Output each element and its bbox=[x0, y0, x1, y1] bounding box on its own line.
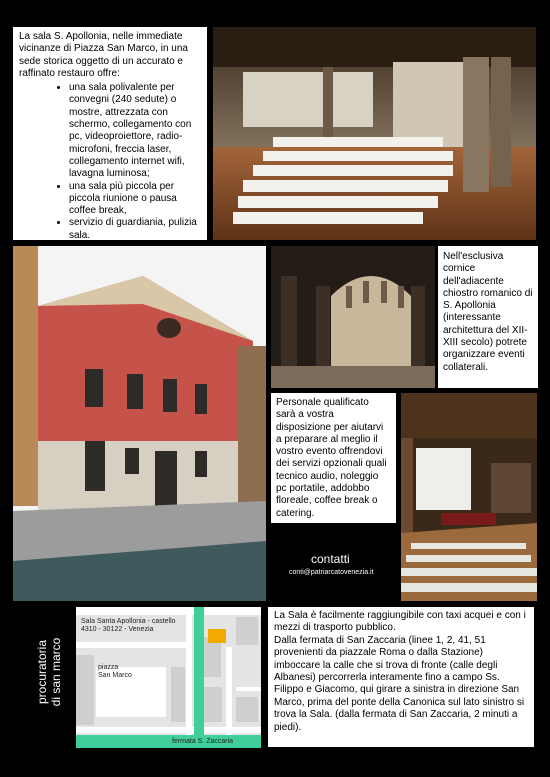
services-list bbox=[19, 82, 201, 242]
cloister-text-box: Nell'esclusiva cornice dell'adiacente chiostro romanico di S. Apollonia (interessante architettura del XII-XIII secolo) potrete organizzare eventi collaterali. bbox=[438, 246, 538, 388]
map-stop-label: fermata S. Zaccaria bbox=[172, 738, 234, 745]
intro-paragraph: La sala S. Apollonia, nelle immediate vicinanze di Piazza San Marco, in una sede storica oggetto di un accurato e raffinato restauro offre: bbox=[19, 31, 188, 79]
contact-heading: contatti bbox=[311, 552, 350, 566]
directions-paragraph: Dalla fermata di San Zaccaria (linee 1, 2, 41, 51 provenienti da piazzale Roma o dalla Stazione) imboccare la calle che si trova di fronte (calle degli Albanesi) percorrerla interamente fino a campo Ss. Filippo e Giacomo, qui girare a sinistra in direzione San Marco, prima del ponte della Canonica sul lato sinistro si trova la Sala. (dalla fermata di San Zaccaria, 2 minuti a piedi). bbox=[274, 634, 525, 733]
building-exterior-photo bbox=[13, 246, 266, 601]
directions-paragraph: La Sala è facilmente raggiungibile con taxi acquei e con i mezzi di trasporto pubblico. bbox=[274, 610, 526, 634]
cloister-photo bbox=[271, 246, 435, 388]
services-text-box: Personale qualificato sarà a vostra disposizione per aiutarvi a preparare al meglio il vostro evento offrendovi dei servizi opzionali quali tecnico audio, noleggio pc portatile, addobbo floreale, coffee break o catering. bbox=[271, 393, 396, 523]
map-piazza-label: piazza San Marco bbox=[98, 664, 132, 679]
side-label-line: procuratoria bbox=[35, 639, 49, 705]
contact-email[interactable]: conti@patriarcatovenezia.it bbox=[289, 569, 374, 576]
map-address-label: Sala Santa Apollonia - castello 4310 - 30122 - Venezia bbox=[81, 618, 176, 633]
service-item: • una sala più piccola per piccola riunione o pausa coffee break, bbox=[69, 181, 201, 218]
intro-text-box bbox=[13, 27, 207, 240]
service-item: • una sala polivalente per convegni (240 sedute) o mostre, attrezzata con schermo, collegamento con pc, videoproiettore, radio-microfoni, freccia laser, collegamento internet wifi, lavagna luminosa; bbox=[69, 82, 201, 180]
location-map bbox=[76, 607, 261, 748]
directions-text-box bbox=[268, 607, 534, 747]
side-label bbox=[35, 617, 63, 727]
stage-room-photo bbox=[401, 393, 537, 601]
side-label-line: di san marco bbox=[49, 637, 63, 707]
conference-hall-photo bbox=[213, 27, 536, 240]
service-item: • servizio di guardiania, pulizia sala. bbox=[69, 217, 201, 242]
